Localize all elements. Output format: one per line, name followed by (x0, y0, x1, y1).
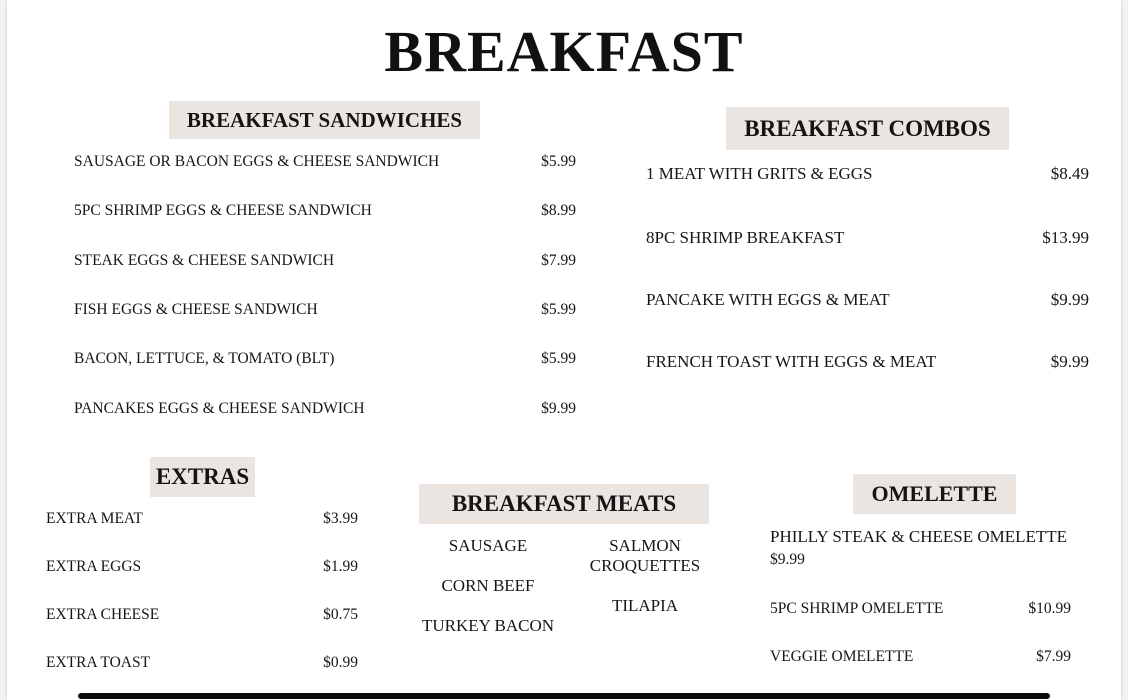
breakfast-combos-header: BREAKFAST COMBOS (726, 107, 1009, 150)
sandwich-item-name: BACON, LETTUCE, & TOMATO (BLT) (74, 350, 335, 367)
sandwich-item-name: PANCAKES EGGS & CHEESE SANDWICH (74, 400, 365, 417)
combo-item-name: 1 MEAT WITH GRITS & EGGS (646, 164, 873, 183)
combo-item-price: $8.49 (1050, 164, 1089, 183)
meat-item: TURKEY BACON (421, 616, 555, 635)
omelette-item-price: $7.99 (1036, 648, 1071, 665)
extras-header: EXTRAS (150, 457, 255, 497)
sandwich-item-price: $7.99 (541, 252, 576, 269)
combo-item-price: $13.99 (1042, 228, 1089, 247)
menu-title: BREAKFAST (384, 19, 744, 84)
combo-item-name: 8PC SHRIMP BREAKFAST (646, 228, 845, 247)
meat-item: TILAPIA (611, 596, 679, 615)
sandwich-item-price: $5.99 (541, 350, 576, 367)
meat-item: SALMON (609, 536, 681, 555)
extras-item-price: $3.99 (323, 510, 358, 527)
omelette-item-price: $10.99 (1028, 600, 1071, 617)
omelette-item-name: VEGGIE OMELETTE (770, 648, 914, 665)
extras-item-price: $1.99 (323, 558, 358, 575)
extras-item-price: $0.99 (323, 654, 358, 671)
sandwich-item-price: $9.99 (541, 400, 576, 417)
omelette-item-name: PHILLY STEAK & CHEESE OMELETTE (770, 527, 1068, 546)
sandwich-item-name: 5PC SHRIMP EGGS & CHEESE SANDWICH (74, 202, 372, 219)
bottom-scroll-bar (78, 693, 1050, 699)
extras-item-name: EXTRA EGGS (46, 558, 142, 575)
omelette-item-price: $9.99 (770, 551, 805, 568)
combo-item-price: $9.99 (1050, 290, 1089, 309)
breakfast-meats-header: BREAKFAST MEATS (419, 484, 709, 524)
sandwich-item-price: $5.99 (541, 301, 576, 318)
extras-item-price: $0.75 (323, 606, 358, 623)
sandwich-item-name: STEAK EGGS & CHEESE SANDWICH (74, 252, 335, 269)
breakfast-sandwiches-header: BREAKFAST SANDWICHES (169, 101, 480, 139)
omelette-item-name: 5PC SHRIMP OMELETTE (770, 600, 944, 617)
sandwich-item-price: $8.99 (541, 202, 576, 219)
combo-item-price: $9.99 (1050, 352, 1089, 371)
combo-item-name: PANCAKE WITH EGGS & MEAT (646, 290, 890, 309)
sandwich-item-price: $5.99 (541, 153, 576, 170)
extras-item-name: EXTRA MEAT (46, 510, 143, 527)
meat-item: SAUSAGE (448, 536, 528, 555)
omelette-header: OMELETTE (853, 474, 1016, 514)
combo-item-name: FRENCH TOAST WITH EGGS & MEAT (646, 352, 937, 371)
meat-item: CROQUETTES (589, 556, 701, 575)
sandwich-item-name: SAUSAGE OR BACON EGGS & CHEESE SANDWICH (74, 153, 440, 170)
extras-item-name: EXTRA TOAST (46, 654, 151, 671)
meat-item: CORN BEEF (441, 576, 535, 595)
sandwich-item-name: FISH EGGS & CHEESE SANDWICH (74, 301, 318, 318)
extras-item-name: EXTRA CHEESE (46, 606, 160, 623)
